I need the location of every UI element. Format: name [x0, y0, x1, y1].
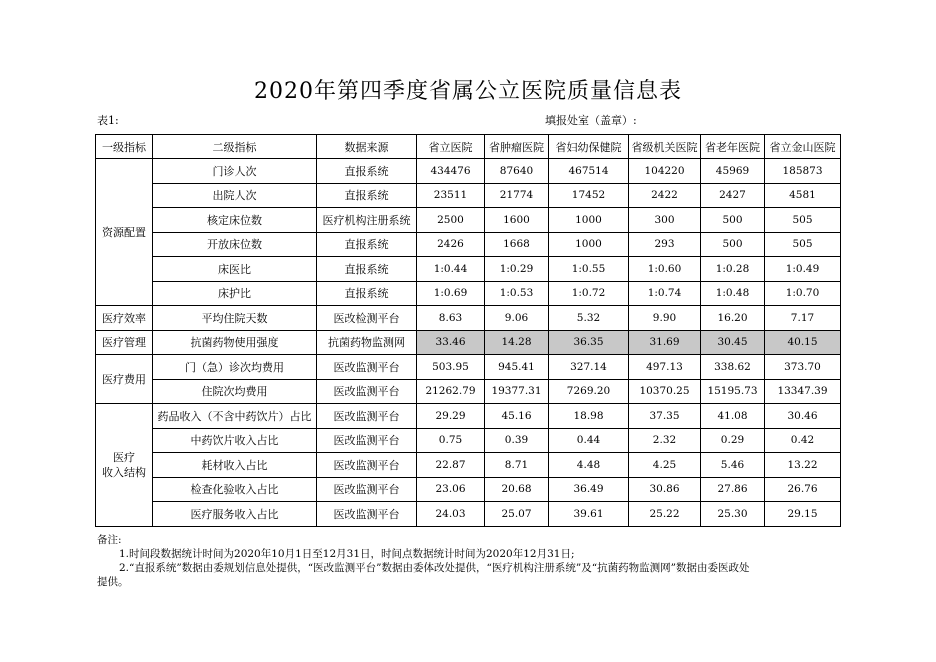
indicator-name: 耗材收入占比	[153, 453, 317, 478]
value-cell: 503.95	[417, 355, 485, 380]
value-cell: 37.35	[629, 404, 701, 429]
indicator-name: 床医比	[153, 257, 317, 282]
value-cell: 1000	[549, 232, 629, 257]
group-cost: 医疗费用	[96, 355, 153, 404]
header-cell: 省妇幼保健院	[549, 135, 629, 159]
value-cell: 29.15	[765, 502, 841, 527]
value-cell: 40.15	[765, 330, 841, 355]
table-row	[96, 183, 841, 208]
value-cell: 497.13	[629, 355, 701, 380]
value-cell: 185873	[765, 159, 841, 184]
value-cell: 31.69	[629, 330, 701, 355]
header-cell: 省老年医院	[701, 135, 765, 159]
table-row	[96, 208, 841, 233]
indicator-name: 床护比	[153, 281, 317, 306]
value-cell: 1:0.72	[549, 281, 629, 306]
value-cell: 36.35	[549, 330, 629, 355]
data-source: 直报系统	[317, 183, 417, 208]
value-cell: 0.29	[701, 428, 765, 453]
indicator-name: 门诊人次	[153, 159, 317, 184]
table-row	[96, 330, 841, 355]
header-row	[96, 135, 841, 159]
value-cell: 4.48	[549, 453, 629, 478]
value-cell: 7.17	[765, 306, 841, 331]
value-cell: 18.98	[549, 404, 629, 429]
indicator-name: 住院次均费用	[153, 379, 317, 404]
value-cell: 22.87	[417, 453, 485, 478]
value-cell: 104220	[629, 159, 701, 184]
filler-label: 填报处室（盖章）:	[545, 114, 637, 127]
quality-table	[95, 134, 841, 527]
value-cell: 2500	[417, 208, 485, 233]
value-cell: 293	[629, 232, 701, 257]
value-cell: 0.44	[549, 428, 629, 453]
value-cell: 1:0.69	[417, 281, 485, 306]
value-cell: 25.07	[485, 502, 549, 527]
data-source: 医改监测平台	[317, 379, 417, 404]
table-row	[96, 502, 841, 527]
value-cell: 9.06	[485, 306, 549, 331]
table-row	[96, 428, 841, 453]
value-cell: 39.61	[549, 502, 629, 527]
value-cell: 1:0.74	[629, 281, 701, 306]
group-income-line2: 收入结构	[102, 465, 146, 479]
value-cell: 1:0.49	[765, 257, 841, 282]
table-row	[96, 477, 841, 502]
value-cell: 13347.39	[765, 379, 841, 404]
value-cell: 17452	[549, 183, 629, 208]
value-cell: 5.46	[701, 453, 765, 478]
value-cell: 1000	[549, 208, 629, 233]
header-cell: 省肿瘤医院	[485, 135, 549, 159]
notes-label: 备注:	[97, 534, 122, 546]
data-source: 直报系统	[317, 257, 417, 282]
data-source: 医改监测平台	[317, 404, 417, 429]
table-row	[96, 232, 841, 257]
value-cell: 1600	[485, 208, 549, 233]
table-row	[96, 306, 841, 331]
value-cell: 21774	[485, 183, 549, 208]
indicator-name: 门（急）诊次均费用	[153, 355, 317, 380]
value-cell: 19377.31	[485, 379, 549, 404]
table-row	[96, 379, 841, 404]
value-cell: 9.90	[629, 306, 701, 331]
value-cell: 14.28	[485, 330, 549, 355]
table-row	[96, 404, 841, 429]
data-source: 医改监测平台	[317, 355, 417, 380]
value-cell: 327.14	[549, 355, 629, 380]
value-cell: 24.03	[417, 502, 485, 527]
indicator-name: 抗菌药物使用强度	[153, 330, 317, 355]
indicator-name: 中药饮片收入占比	[153, 428, 317, 453]
value-cell: 1:0.28	[701, 257, 765, 282]
value-cell: 26.76	[765, 477, 841, 502]
value-cell: 4.25	[629, 453, 701, 478]
value-cell: 23.06	[417, 477, 485, 502]
value-cell: 467514	[549, 159, 629, 184]
indicator-name: 药品收入（不含中药饮片）占比	[153, 404, 317, 429]
data-source: 直报系统	[317, 232, 417, 257]
group-income-line1: 医疗	[113, 450, 135, 464]
table-row	[96, 453, 841, 478]
value-cell: 8.63	[417, 306, 485, 331]
value-cell: 1:0.70	[765, 281, 841, 306]
value-cell: 87640	[485, 159, 549, 184]
note-line-2-cont: 提供。	[97, 576, 129, 588]
indicator-name: 开放床位数	[153, 232, 317, 257]
header-cell: 省立金山医院	[765, 135, 841, 159]
value-cell: 23511	[417, 183, 485, 208]
value-cell: 5.32	[549, 306, 629, 331]
value-cell: 505	[765, 232, 841, 257]
data-source: 医改监测平台	[317, 428, 417, 453]
data-source: 直报系统	[317, 159, 417, 184]
value-cell: 1:0.48	[701, 281, 765, 306]
value-cell: 1668	[485, 232, 549, 257]
value-cell: 1:0.53	[485, 281, 549, 306]
value-cell: 21262.79	[417, 379, 485, 404]
value-cell: 1:0.60	[629, 257, 701, 282]
header-cell: 数据来源	[317, 135, 417, 159]
value-cell: 1:0.55	[549, 257, 629, 282]
value-cell: 0.42	[765, 428, 841, 453]
value-cell: 945.41	[485, 355, 549, 380]
value-cell: 2.32	[629, 428, 701, 453]
page-title: 2020年第四季度省属公立医院质量信息表	[254, 79, 682, 104]
table-row	[96, 355, 841, 380]
data-source: 医疗机构注册系统	[317, 208, 417, 233]
value-cell: 338.62	[701, 355, 765, 380]
indicator-name: 医疗服务收入占比	[153, 502, 317, 527]
value-cell: 2427	[701, 183, 765, 208]
indicator-name: 出院人次	[153, 183, 317, 208]
value-cell: 373.70	[765, 355, 841, 380]
value-cell: 30.46	[765, 404, 841, 429]
value-cell: 434476	[417, 159, 485, 184]
value-cell: 10370.25	[629, 379, 701, 404]
value-cell: 25.30	[701, 502, 765, 527]
group-resource: 资源配置	[96, 159, 153, 306]
value-cell: 500	[701, 208, 765, 233]
value-cell: 7269.20	[549, 379, 629, 404]
indicator-name: 检查化验收入占比	[153, 477, 317, 502]
value-cell: 4581	[765, 183, 841, 208]
value-cell: 300	[629, 208, 701, 233]
value-cell: 500	[701, 232, 765, 257]
data-source: 医改监测平台	[317, 477, 417, 502]
value-cell: 13.22	[765, 453, 841, 478]
indicator-name: 核定床位数	[153, 208, 317, 233]
value-cell: 29.29	[417, 404, 485, 429]
value-cell: 2426	[417, 232, 485, 257]
table-row	[96, 159, 841, 184]
notes-section	[97, 533, 837, 589]
value-cell: 1:0.29	[485, 257, 549, 282]
data-source: 医改检测平台	[317, 306, 417, 331]
value-cell: 8.71	[485, 453, 549, 478]
header-cell: 省级机关医院	[629, 135, 701, 159]
data-source: 医改监测平台	[317, 453, 417, 478]
group-management: 医疗管理	[96, 330, 153, 355]
group-efficiency: 医疗效率	[96, 306, 153, 331]
data-source: 直报系统	[317, 281, 417, 306]
value-cell: 15195.73	[701, 379, 765, 404]
value-cell: 0.39	[485, 428, 549, 453]
value-cell: 2422	[629, 183, 701, 208]
data-source: 抗菌药物监测网	[317, 330, 417, 355]
header-cell: 一级指标	[96, 135, 153, 159]
value-cell: 505	[765, 208, 841, 233]
value-cell: 41.08	[701, 404, 765, 429]
value-cell: 33.46	[417, 330, 485, 355]
note-line-2: 2.“直报系统”数据由委规划信息处提供，“医改监测平台”数据由委体改处提供，“医疗机构注册系统”及“抗菌药物监测网”数据由委医政处	[119, 562, 750, 574]
value-cell: 16.20	[701, 306, 765, 331]
table-row	[96, 257, 841, 282]
value-cell: 20.68	[485, 477, 549, 502]
indicator-name: 平均住院天数	[153, 306, 317, 331]
value-cell: 25.22	[629, 502, 701, 527]
data-source: 医改监测平台	[317, 502, 417, 527]
value-cell: 27.86	[701, 477, 765, 502]
value-cell: 36.49	[549, 477, 629, 502]
header-cell: 省立医院	[417, 135, 485, 159]
note-line-1: 1.时间段数据统计时间为2020年10月1日至12月31日，时间点数据统计时间为2020年12月31日;	[119, 548, 575, 560]
table-label: 表1:	[97, 114, 119, 127]
value-cell: 0.75	[417, 428, 485, 453]
value-cell: 1:0.44	[417, 257, 485, 282]
header-cell: 二级指标	[153, 135, 317, 159]
table-row	[96, 281, 841, 306]
value-cell: 45.16	[485, 404, 549, 429]
value-cell: 30.86	[629, 477, 701, 502]
value-cell: 45969	[701, 159, 765, 184]
value-cell: 30.45	[701, 330, 765, 355]
group-income	[96, 404, 153, 527]
